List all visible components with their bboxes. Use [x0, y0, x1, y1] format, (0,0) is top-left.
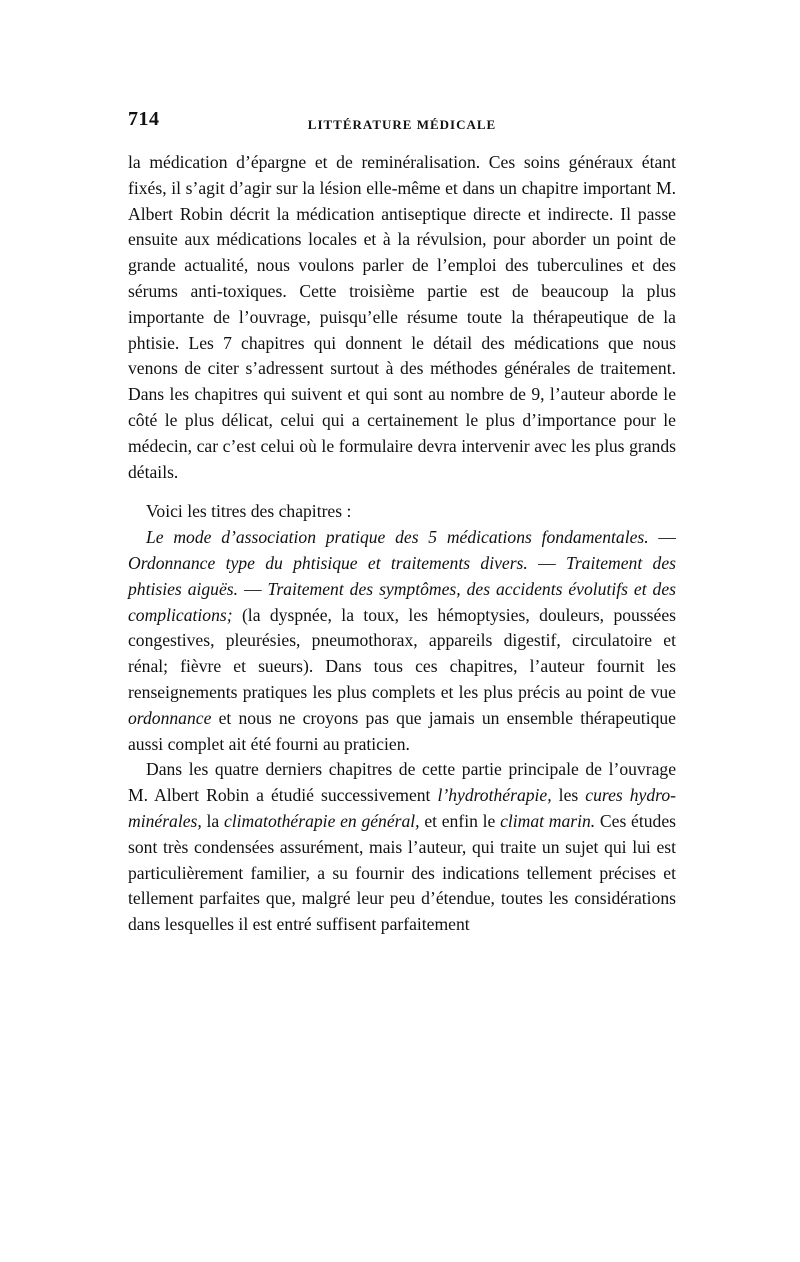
text-segment: Ces études sont très condensées assurément, mais l’auteur, qui traite un sujet qui lui est particulièrement familier, a su fournir des indications tellement précises et tellement parfaites que, malgré leur peu d’étendue, toutes les considérations dans lesquelles il est entré suffisent parfaitement — [128, 810, 677, 935]
text-segment: les — [551, 785, 586, 806]
chapter-title-phtisies-aigues: Traitement des phtisies aiguës. — [128, 552, 676, 599]
text-segment: la — [201, 810, 224, 831]
paragraph-last-chapters — [128, 757, 676, 938]
chapter-title-ordonnance: Ordonnance type du phtisique et traitements divers. — [128, 552, 528, 573]
text-segment: — — [238, 578, 268, 599]
italic-term-cures: cures hydro-minérales, — [128, 785, 677, 831]
running-title: LITTÉRATURE MÉDICALE — [307, 117, 497, 132]
italic-term-climatotherapie: climatothérapie en général, — [223, 810, 420, 831]
italic-term-hydrotherapie: l’hydrothérapie, — [437, 785, 552, 806]
page-number: 714 — [128, 108, 160, 130]
text-segment: (la dyspnée, la toux, les hémoptysies, douleurs, poussées congestives, pleurésies, pneumothorax, appareils digestif, circulatoire et rénal; fièvre et sueurs). Dans tous ces chapitres, l’auteur fournit les renseignements pratiques les plus complets et les plus précis au point de vue — [128, 604, 676, 702]
paragraph-chapter-titles — [128, 525, 676, 757]
text-segment: et nous ne croyons pas que jamais un ensemble thérapeutique aussi complet ait été fourni au praticien. — [128, 707, 676, 754]
italic-term-ordonnance: ordonnance — [128, 707, 212, 728]
running-head — [128, 104, 676, 144]
paragraph-chapter-intro: Voici les titres des chapitres : — [146, 501, 352, 522]
text-segment: et enfin le — [419, 810, 501, 831]
italic-term-climat-marin: climat marin. — [500, 810, 596, 831]
text-segment: Dans les quatre derniers chapitres de cette partie principale de l’ouvrage M. Albert Robin a étudié successivement — [128, 759, 676, 806]
chapter-title-symptomes: Traitement des symptômes, des accidents évolutifs et des complications; — [128, 578, 676, 625]
text-segment: — — [527, 552, 566, 573]
chapter-title-association: Le mode d’association pratique des 5 médications fondamentales. — [146, 527, 649, 548]
book-page — [128, 104, 676, 938]
paragraph-medications: la médication d’épargne et de reminéralisation. Ces soins généraux étant fixés, il s’agit d’agir sur la lésion elle-même et dans un chapitre important M. Albert Robin décrit la médication antiseptique directe et indirecte. Il passe ensuite aux médications locales et à la révulsion, pour aborder un point de grande actualité, nous voulons parler de l’emploi des tuberculines et des sérums anti-toxiques. Cette troisième partie est de beaucoup la plus importante de l’ouvrage, puisqu’elle résume toute la thérapeutique de la phtisie. Les 7 chapitres qui donnent le détail des médications que nous venons de citer s’adressent surtout à des méthodes générales de traitement. Dans les chapitres qui suivent et qui sont au nombre de 9, l’auteur aborde le côté le plus délicat, celui qui a certainement le plus d’importance pour le médecin, car c’est celui où le formulaire devra intervenir avec les plus grands détails. — [128, 152, 676, 482]
text-segment: — — [648, 527, 676, 548]
